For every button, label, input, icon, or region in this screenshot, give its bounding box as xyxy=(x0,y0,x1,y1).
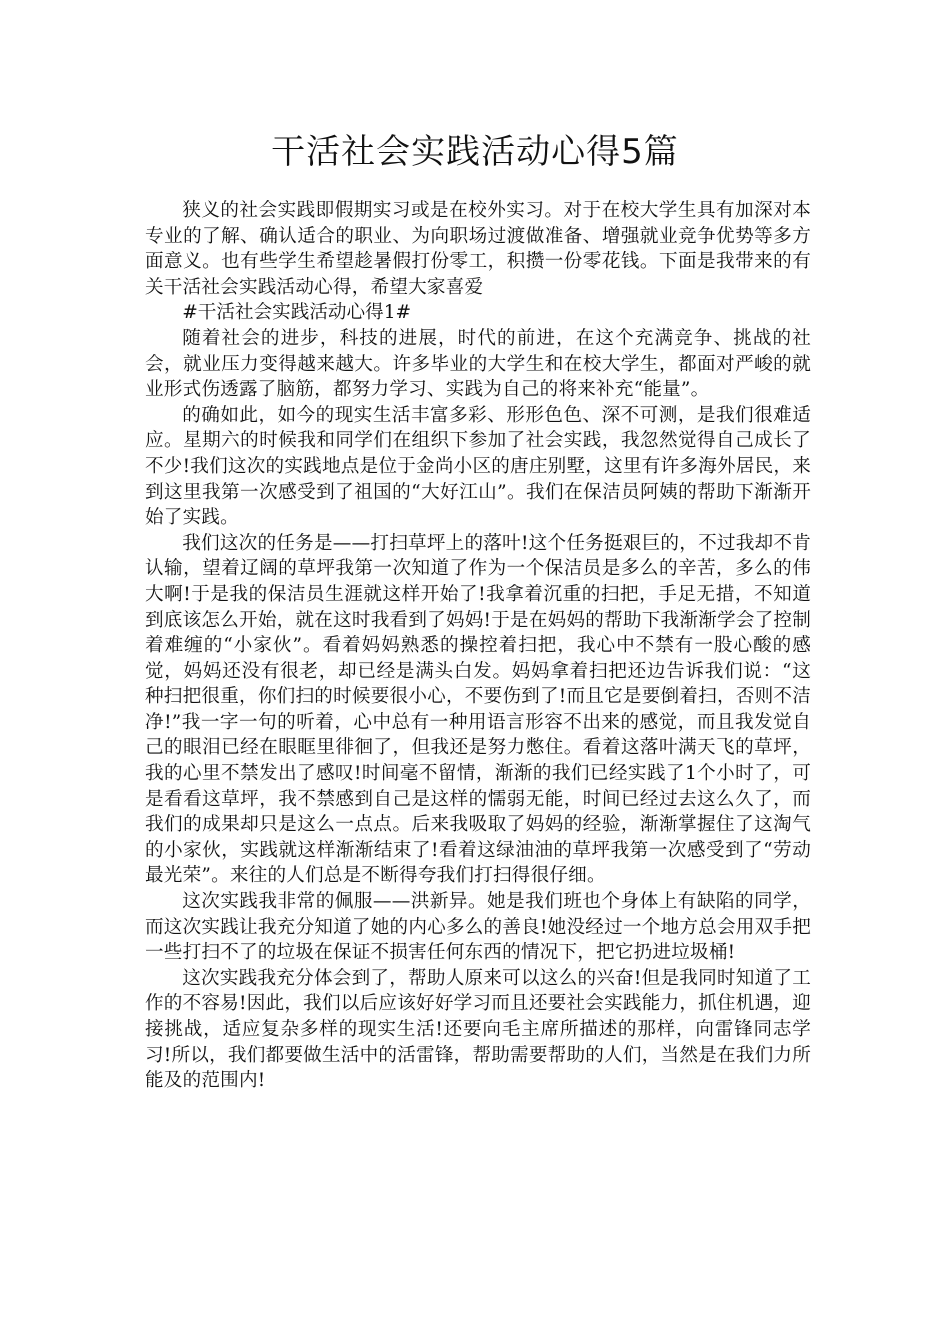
body-paragraph-2: 的确如此，如今的现实生活丰富多彩、形形色色、深不可测，是我们很难适应。星期六的时候我和同学们在组织下参加了社会实践，我忽然觉得自己成长了不少!我们这次的实践地点是位于金尚小区的唐庄别墅，这里有许多海外居民，来到这里我第一次感受到了祖国的“大好江山”。我们在保洁员阿姨的帮助下渐渐开始了实践。 xyxy=(145,404,811,529)
section-heading: #干活社会实践活动心得1# xyxy=(182,302,412,324)
body-paragraph-3: 我们这次的任务是——打扫草坪上的落叶!这个任务挺艰巨的，不过我却不肯认输，望着辽阔的草坪我第一次知道了作为一个保洁员是多么的辛苦，多么的伟大啊!于是我的保洁员生涯就这样开始了!我拿着沉重的扫把，手足无措，不知道到底该怎么开始，就在这时我看到了妈妈!于是在妈妈的帮助下我渐渐学会了控制着难缠的“小家伙”。看着妈妈熟悉的操控着扫把，我心中不禁有一股心酸的感觉，妈妈还没有很老，却已经是满头白发。妈妈拿着扫把还边告诉我们说：“这种扫把很重，你们扫的时候要很小心，不要伤到了!而且它是要倒着扫，否则不洁净!”我一字一句的听着，心中总有一种用语言形容不出来的感觉，而且我发觉自己的眼泪已经在眼眶里徘徊了，但我还是努力憋住。看着这落叶满天飞的草坪，我的心里不禁发出了感叹!时间毫不留情，渐渐的我们已经实践了1个小时了，可是看看这草坪，我不禁感到自己是这样的懦弱无能，时间已经过去这么久了，而我们的成果却只是这么一点点。后来我吸取了妈妈的经验，渐渐掌握住了这淘气的小家伙，实践就这样渐渐结束了!看着这绿油油的草坪我第一次感受到了“劳动最光荣”。来往的人们总是不断得夸我们打扫得很仔细。 xyxy=(145,532,811,887)
body-paragraph-1: 随着社会的进步，科技的进展，时代的前进，在这个充满竞争、挑战的社会，就业压力变得越来越大。许多毕业的大学生和在校大学生，都面对严峻的就业形式伤透露了脑筋，都努力学习、实践为自己的将来补充“能量”。 xyxy=(145,327,811,401)
document-title: 干活社会实践活动心得5篇 xyxy=(271,132,679,172)
document-body xyxy=(145,198,811,1094)
body-paragraph-4: 这次实践我非常的佩服——洪新异。她是我们班也个身体上有缺陷的同学，而这次实践让我充分知道了她的内心多么的善良!她没经过一个地方总会用双手把一些打扫不了的垃圾在保证不损害任何东西的情况下，把它扔进垃圾桶! xyxy=(145,891,811,964)
body-paragraph-5: 这次实践我充分体会到了，帮助人原来可以这么的兴奋!但是我同时知道了工作的不容易!因此，我们以后应该好好学习而且还要社会实践能力，抓住机遇，迎接挑战，适应复杂多样的现实生活!还要向毛主席所描述的那样，向雷锋同志学习!所以，我们都要做生活中的活雷锋，帮助需要帮助的人们，当然是在我们力所能及的范围内! xyxy=(145,967,811,1092)
intro-paragraph: 狭义的社会实践即假期实习或是在校外实习。对于在校大学生具有加深对本专业的了解、确认适合的职业、为向职场过渡做准备、增强就业竞争优势等多方面意义。也有些学生希望趁暑假打份零工，积攒一份零花钱。下面是我带来的有关干活社会实践活动心得，希望大家喜爱 xyxy=(145,200,811,298)
